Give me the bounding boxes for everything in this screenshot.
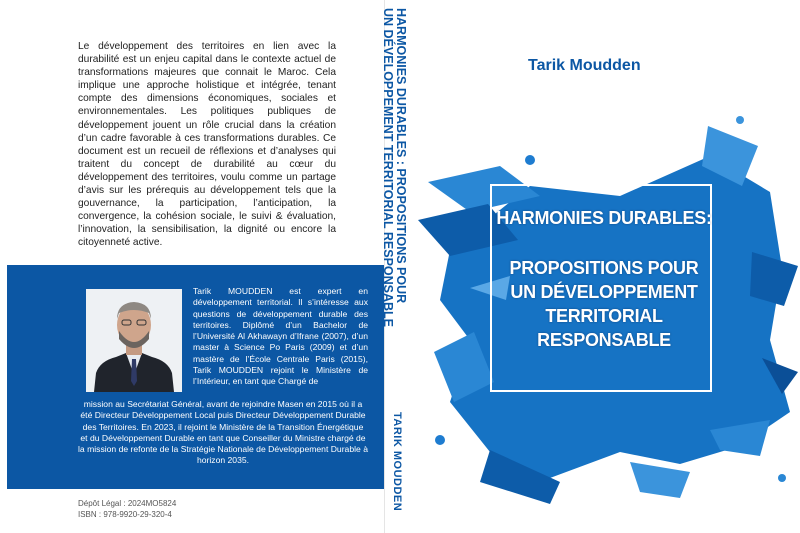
author-portrait-graphic [86,289,182,392]
spine-author-name: TARIK MOUDDEN [391,412,403,512]
subtitle-line: UN DÉVELOPPEMENT [510,282,698,302]
author-bio-continuation: mission au Secrétariat Général, avant de rejoindre Masen en 2015 où il a été Directeur Développement Local puis Directeur Développement Durable des Territoires. En 2023, il rejoint le Ministère de la Transition Énergétique et du Développement Durable en tant que Conseiller du Ministre chargé de la mission de refonte de la Stratégie Nationale de Développement Durable à horizon 2035. [78,399,368,466]
subtitle-line: PROPOSITIONS POUR [509,258,699,278]
book-title: HARMONIES DURABLES: [496,208,712,228]
book-subtitle [486,256,722,352]
legal-deposit: Dépôt Légal : 2024MO5824 [78,499,177,508]
spine-title-line-2: UN DÉVELOPPEMENT TERRITORIAL RESPONSABLE [381,8,395,328]
subtitle-line: RESPONSABLE [537,330,671,350]
back-cover-summary: Le développement des territoires en lien avec la durabilité est un enjeu capital dans le contexte actuel de transformations majeures que connait le Maroc. Cela implique une approche holistique et intégrée, tenant compte des dimensions économiques, sociales et environnementales. Les politiques publiques de développement jouent un rôle crucial dans la création d’un cadre favorable à ces transformations durables. Ce document est un recueil de réflexions et d’analyses qui traitent du concept de durabilité au cœur du développement des territoires, voulu comme un partage d’avis sur les prérequis au développement tels que la gouvernance, la participation, l’anticipation, la convergence, la cohésion sociale, le suivi & évaluation, l’innovation, la sensibilisation, la dignité ou encore la citoyenneté active. [78,41,336,249]
isbn: ISBN : 978-9920-29-320-4 [78,510,172,519]
legal-info [78,498,176,520]
spine-title-line-1: HARMONIES DURABLES : PROPOSITIONS POUR [394,8,408,304]
author-photo [86,289,182,392]
front-author: Tarik Moudden [528,57,641,74]
author-bio-text: Tarik MOUDDEN est expert en développement territorial. Il s’intéresse aux questions de développement durable des territoires. Diplômé d’un Bachelor de l’Université Al Akhawayn d’Ifrane (2007), d’un master à Science Po Paris (2009) et d’un mastère de l’École Centrale Paris (2015), Tarik MOUDDEN rejoint le Ministère de l’Intérieur, en tant que Chargé de [193,286,368,387]
subtitle-line: TERRITORIAL [545,306,663,326]
